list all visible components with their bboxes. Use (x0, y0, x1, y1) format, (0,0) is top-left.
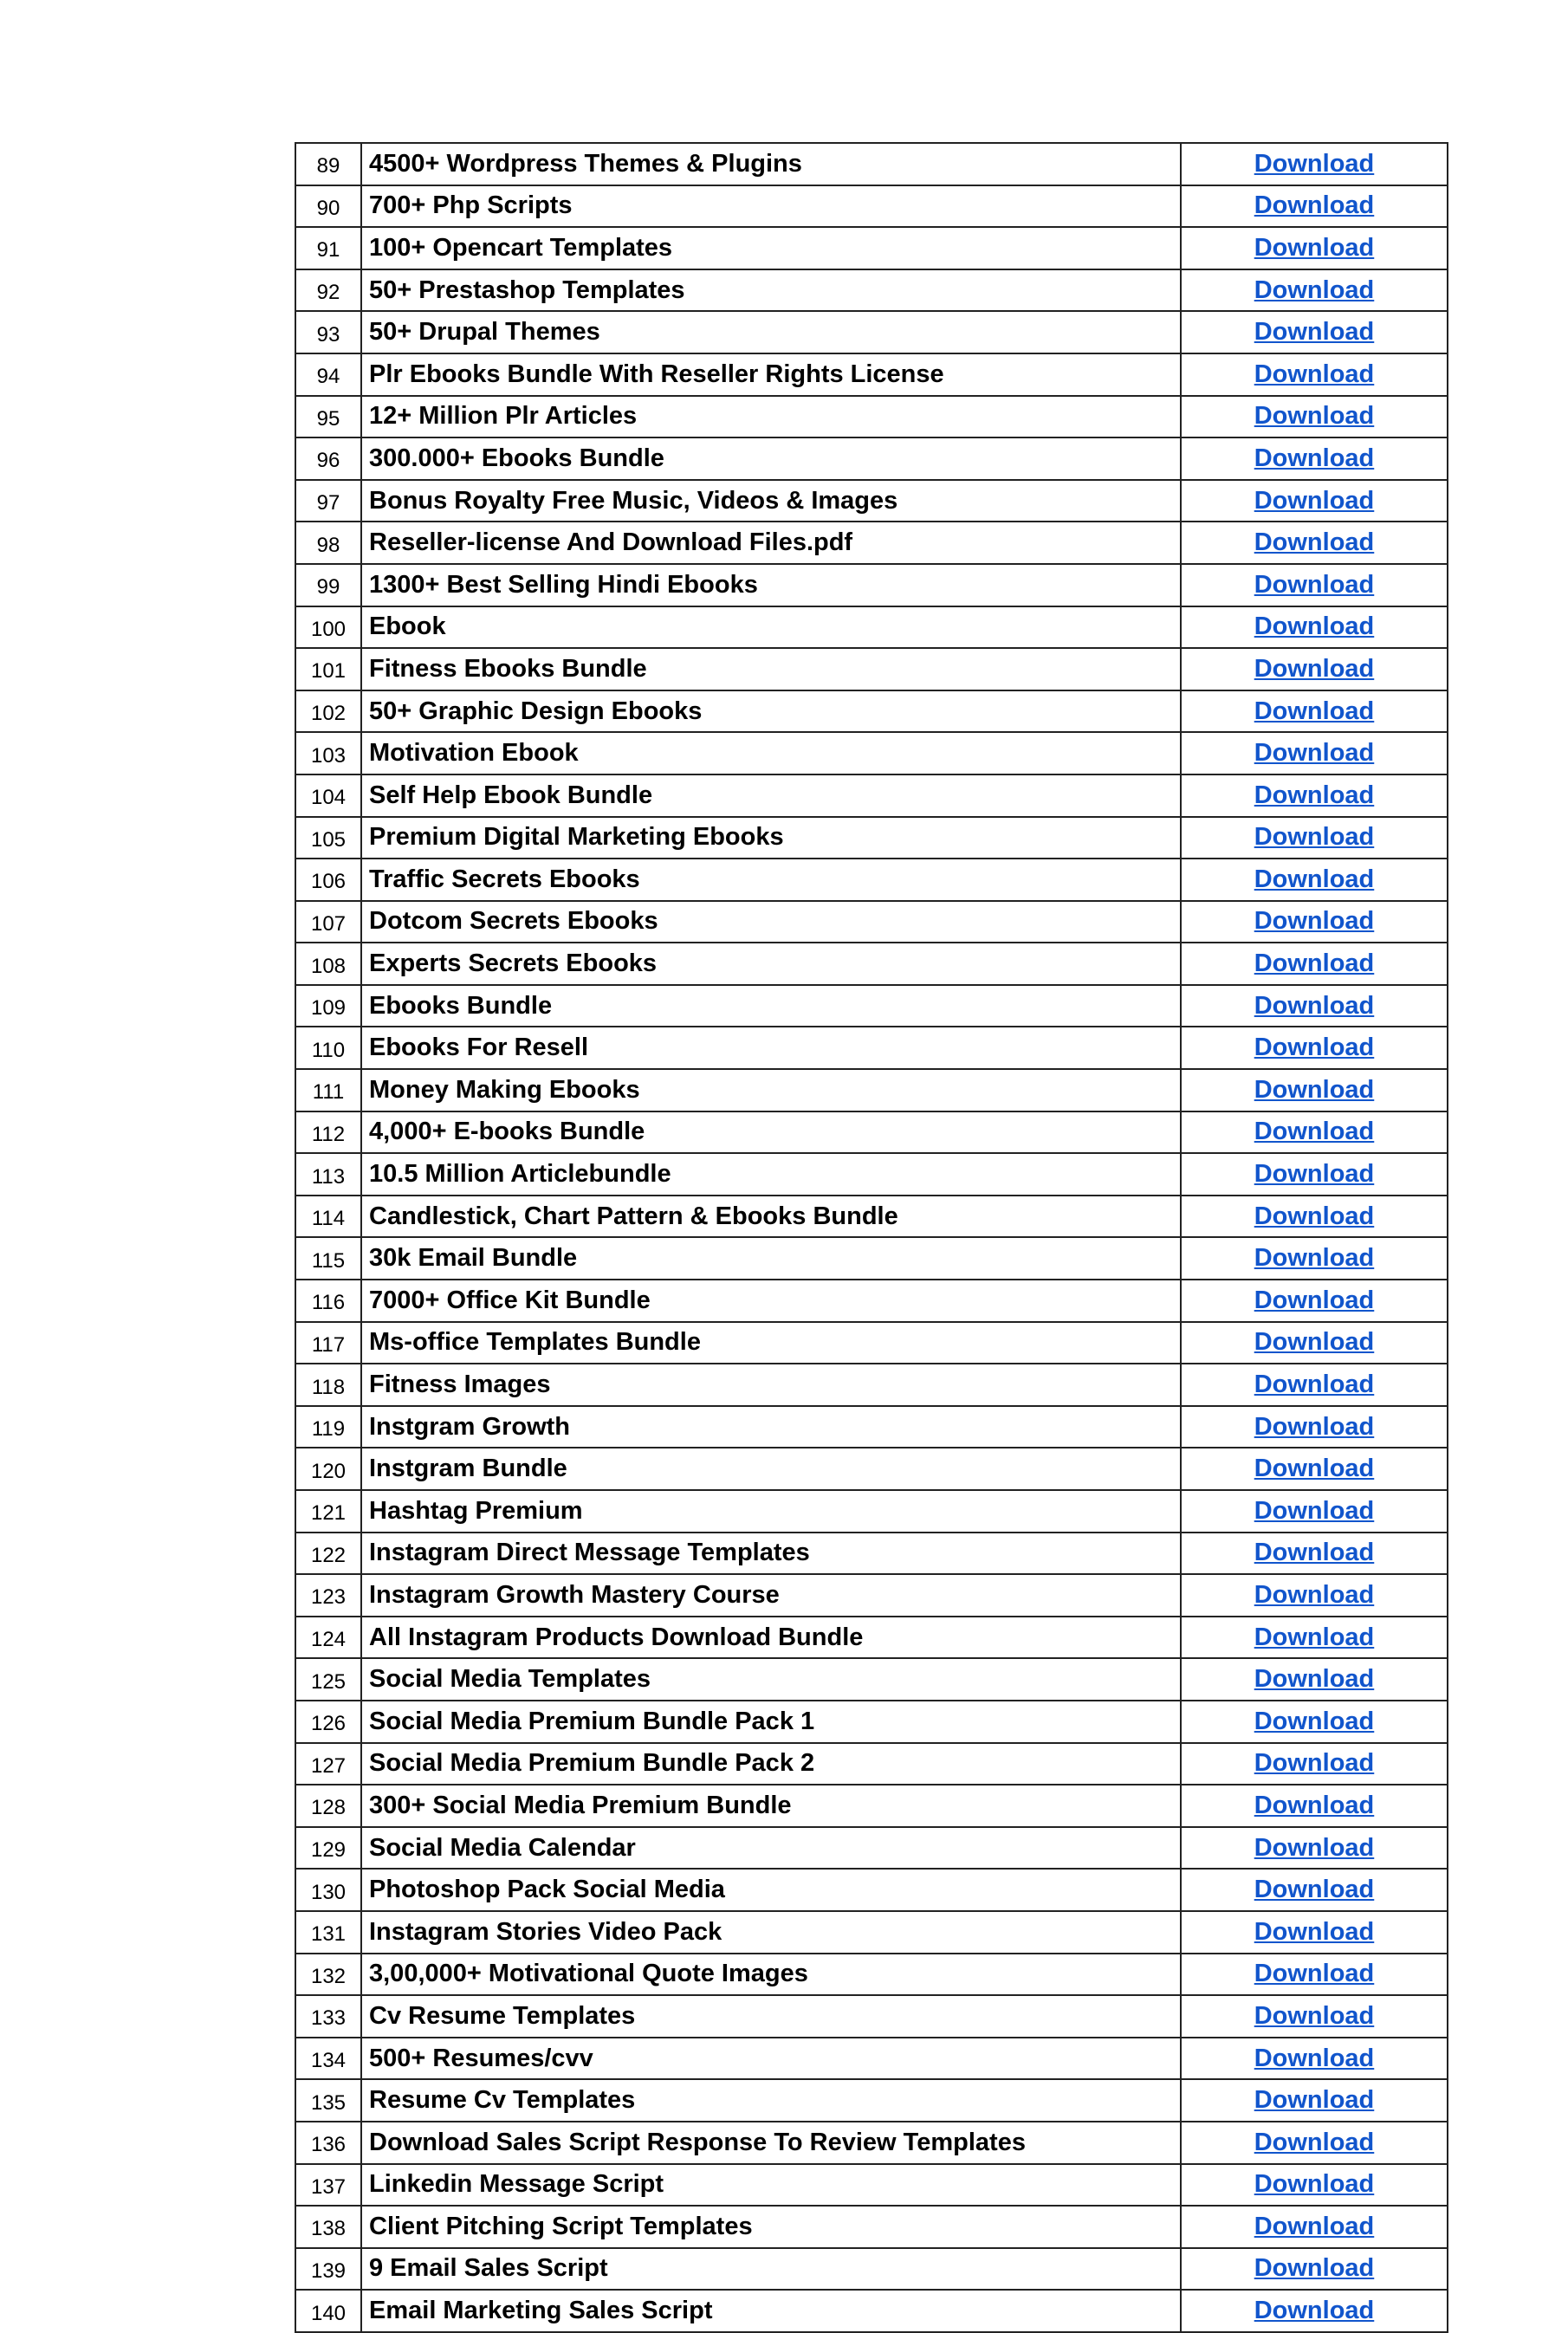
download-link[interactable]: Download (1254, 1876, 1375, 1904)
row-number: 112 (295, 1111, 361, 1154)
item-title: 300.000+ Ebooks Bundle (361, 437, 1181, 480)
row-number: 93 (295, 311, 361, 353)
table-row (295, 1448, 1448, 1490)
download-cell (1181, 437, 1448, 480)
item-title: Instgram Growth (361, 1406, 1181, 1448)
download-link[interactable]: Download (1254, 654, 1375, 683)
table-row (295, 311, 1448, 353)
download-cell (1181, 1153, 1448, 1196)
item-title: Instgram Bundle (361, 1448, 1181, 1490)
item-title: Money Making Ebooks (361, 1069, 1181, 1111)
download-link[interactable]: Download (1254, 1160, 1375, 1189)
table-row (295, 1954, 1448, 1996)
table-row (295, 1995, 1448, 2038)
row-number: 105 (295, 817, 361, 859)
item-title: Email Marketing Sales Script (361, 2290, 1181, 2332)
download-link[interactable]: Download (1254, 1034, 1375, 1062)
download-link[interactable]: Download (1254, 1496, 1375, 1525)
row-number: 102 (295, 690, 361, 733)
row-number: 104 (295, 774, 361, 817)
table-row (295, 1490, 1448, 1533)
download-link[interactable]: Download (1254, 1286, 1375, 1314)
download-link[interactable]: Download (1254, 739, 1375, 768)
table-row (295, 1533, 1448, 1575)
table-row (295, 2122, 1448, 2164)
row-number: 108 (295, 943, 361, 985)
download-cell (1181, 690, 1448, 733)
item-title: Reseller-license And Download Files.pdf (361, 522, 1181, 564)
download-link[interactable]: Download (1254, 2254, 1375, 2283)
table-row (295, 2206, 1448, 2248)
download-link[interactable]: Download (1254, 949, 1375, 978)
item-title: Social Media Templates (361, 1658, 1181, 1701)
download-cell (1181, 2038, 1448, 2080)
table-row (295, 732, 1448, 774)
row-number: 138 (295, 2206, 361, 2248)
download-link[interactable]: Download (1254, 2044, 1375, 2072)
download-link[interactable]: Download (1254, 2297, 1375, 2325)
table-row (295, 985, 1448, 1027)
table-row (295, 396, 1448, 438)
row-number: 103 (295, 732, 361, 774)
item-title: 10.5 Million Articlebundle (361, 1153, 1181, 1196)
row-number: 111 (295, 1069, 361, 1111)
download-link[interactable]: Download (1254, 1665, 1375, 1694)
row-number: 119 (295, 1406, 361, 1448)
download-link[interactable]: Download (1254, 360, 1375, 388)
table-row (295, 227, 1448, 269)
table-row (295, 2079, 1448, 2122)
download-cell (1181, 606, 1448, 649)
item-title: Bonus Royalty Free Music, Videos & Images (361, 480, 1181, 522)
download-cell (1181, 1911, 1448, 1954)
download-cell (1181, 1196, 1448, 1238)
table-row (295, 2164, 1448, 2207)
download-link[interactable]: Download (1254, 233, 1375, 262)
download-cell (1181, 2290, 1448, 2332)
download-cell (1181, 1574, 1448, 1617)
download-cell (1181, 2122, 1448, 2164)
table-row (295, 1574, 1448, 1617)
download-cell (1181, 227, 1448, 269)
download-link[interactable]: Download (1254, 1833, 1375, 1862)
download-cell (1181, 1027, 1448, 1069)
item-title: Traffic Secrets Ebooks (361, 859, 1181, 901)
download-cell (1181, 1617, 1448, 1659)
row-number: 89 (295, 143, 361, 185)
row-number: 109 (295, 985, 361, 1027)
download-link[interactable]: Download (1254, 2212, 1375, 2240)
table-row (295, 353, 1448, 396)
row-number: 92 (295, 269, 361, 312)
row-number: 122 (295, 1533, 361, 1575)
row-number: 136 (295, 2122, 361, 2164)
item-title: Client Pitching Script Templates (361, 2206, 1181, 2248)
table-row (295, 2248, 1448, 2291)
table-row (295, 522, 1448, 564)
item-title: Cv Resume Templates (361, 1995, 1181, 2038)
table-row (295, 1658, 1448, 1701)
item-title: 12+ Million Plr Articles (361, 396, 1181, 438)
download-cell (1181, 269, 1448, 312)
row-number: 125 (295, 1658, 361, 1701)
table-row (295, 1322, 1448, 1364)
download-cell (1181, 1406, 1448, 1448)
row-number: 130 (295, 1869, 361, 1911)
item-title: 30k Email Bundle (361, 1237, 1181, 1280)
item-title: Dotcom Secrets Ebooks (361, 901, 1181, 943)
table-row (295, 1027, 1448, 1069)
row-number: 140 (295, 2290, 361, 2332)
table-row (295, 901, 1448, 943)
download-link[interactable]: Download (1254, 697, 1375, 725)
item-title: Candlestick, Chart Pattern & Ebooks Bundle (361, 1196, 1181, 1238)
table-row (295, 1827, 1448, 1870)
download-cell (1181, 564, 1448, 606)
download-cell (1181, 859, 1448, 901)
download-cell (1181, 985, 1448, 1027)
row-number: 98 (295, 522, 361, 564)
download-link[interactable]: Download (1254, 1202, 1375, 1230)
table-row (295, 1911, 1448, 1954)
item-title: 4500+ Wordpress Themes & Plugins (361, 143, 1181, 185)
download-link[interactable]: Download (1254, 1371, 1375, 1399)
row-number: 123 (295, 1574, 361, 1617)
item-title: 50+ Graphic Design Ebooks (361, 690, 1181, 733)
download-cell (1181, 1280, 1448, 1322)
item-title: 4,000+ E-books Bundle (361, 1111, 1181, 1154)
item-title: Social Media Calendar (361, 1827, 1181, 1870)
item-title: Ms-office Templates Bundle (361, 1322, 1181, 1364)
download-cell (1181, 2206, 1448, 2248)
download-link[interactable]: Download (1254, 2086, 1375, 2115)
download-link[interactable]: Download (1254, 907, 1375, 936)
download-cell (1181, 943, 1448, 985)
row-number: 116 (295, 1280, 361, 1322)
item-title: Instagram Stories Video Pack (361, 1911, 1181, 1954)
download-link[interactable]: Download (1254, 2128, 1375, 2156)
row-number: 131 (295, 1911, 361, 1954)
download-link[interactable]: Download (1254, 1791, 1375, 1819)
table-row (295, 564, 1448, 606)
item-title: Resume Cv Templates (361, 2079, 1181, 2122)
row-number: 133 (295, 1995, 361, 2038)
row-number: 106 (295, 859, 361, 901)
table-row (295, 690, 1448, 733)
download-cell (1181, 2164, 1448, 2207)
row-number: 135 (295, 2079, 361, 2122)
table-row (295, 1069, 1448, 1111)
download-link[interactable]: Download (1254, 444, 1375, 472)
row-number: 120 (295, 1448, 361, 1490)
row-number: 110 (295, 1027, 361, 1069)
row-number: 114 (295, 1196, 361, 1238)
item-title: Hashtag Premium (361, 1490, 1181, 1533)
download-cell (1181, 1237, 1448, 1280)
download-link[interactable]: Download (1254, 1244, 1375, 1273)
download-link[interactable]: Download (1254, 1328, 1375, 1357)
download-cell (1181, 1995, 1448, 2038)
table-row (295, 1617, 1448, 1659)
download-cell (1181, 1490, 1448, 1533)
table-row (295, 1406, 1448, 1448)
download-link[interactable]: Download (1254, 1580, 1375, 1609)
row-number: 115 (295, 1237, 361, 1280)
item-title: Linkedin Message Script (361, 2164, 1181, 2207)
download-link[interactable]: Download (1254, 570, 1375, 599)
row-number: 124 (295, 1617, 361, 1659)
item-title: 300+ Social Media Premium Bundle (361, 1785, 1181, 1827)
item-title: Instagram Direct Message Templates (361, 1533, 1181, 1575)
row-number: 126 (295, 1701, 361, 1743)
row-number: 97 (295, 480, 361, 522)
item-title: Plr Ebooks Bundle With Reseller Rights License (361, 353, 1181, 396)
row-number: 129 (295, 1827, 361, 1870)
download-cell (1181, 1743, 1448, 1785)
row-number: 113 (295, 1153, 361, 1196)
download-cell (1181, 817, 1448, 859)
download-link[interactable]: Download (1254, 1412, 1375, 1441)
row-number: 99 (295, 564, 361, 606)
download-link[interactable]: Download (1254, 275, 1375, 304)
row-number: 96 (295, 437, 361, 480)
download-cell (1181, 396, 1448, 438)
item-title: 50+ Drupal Themes (361, 311, 1181, 353)
download-link[interactable]: Download (1254, 1749, 1375, 1778)
download-link[interactable]: Download (1254, 1455, 1375, 1483)
row-number: 100 (295, 606, 361, 649)
table-row (295, 2290, 1448, 2332)
download-link[interactable]: Download (1254, 1623, 1375, 1651)
download-cell (1181, 1658, 1448, 1701)
download-cell (1181, 353, 1448, 396)
table-row (295, 437, 1448, 480)
row-number: 127 (295, 1743, 361, 1785)
download-link[interactable]: Download (1254, 1075, 1375, 1104)
row-number: 101 (295, 648, 361, 690)
download-cell (1181, 1785, 1448, 1827)
download-cell (1181, 1533, 1448, 1575)
download-cell (1181, 1069, 1448, 1111)
download-link[interactable]: Download (1254, 191, 1375, 220)
item-title: 7000+ Office Kit Bundle (361, 1280, 1181, 1322)
download-cell (1181, 648, 1448, 690)
download-cell (1181, 1111, 1448, 1154)
table-row (295, 480, 1448, 522)
table-row (295, 1153, 1448, 1196)
download-cell (1181, 1827, 1448, 1870)
download-cell (1181, 1448, 1448, 1490)
row-number: 94 (295, 353, 361, 396)
table-row (295, 774, 1448, 817)
table-row (295, 143, 1448, 185)
download-link[interactable]: Download (1254, 1707, 1375, 1735)
item-title: Motivation Ebook (361, 732, 1181, 774)
row-number: 118 (295, 1364, 361, 1406)
download-link[interactable]: Download (1254, 1960, 1375, 1988)
item-title: Ebooks For Resell (361, 1027, 1181, 1069)
download-cell (1181, 2248, 1448, 2291)
table-row (295, 269, 1448, 312)
item-title: Fitness Images (361, 1364, 1181, 1406)
download-cell (1181, 1954, 1448, 1996)
item-title: 700+ Php Scripts (361, 185, 1181, 228)
download-cell (1181, 732, 1448, 774)
item-title: Download Sales Script Response To Review Templates (361, 2122, 1181, 2164)
download-link[interactable]: Download (1254, 612, 1375, 641)
download-link[interactable]: Download (1254, 1917, 1375, 1946)
table-row (295, 2038, 1448, 2080)
item-title: 9 Email Sales Script (361, 2248, 1181, 2291)
download-link[interactable]: Download (1254, 149, 1375, 178)
item-title: Ebook (361, 606, 1181, 649)
download-cell (1181, 185, 1448, 228)
download-list-table (295, 142, 1448, 2333)
table-row (295, 1280, 1448, 1322)
item-title: Social Media Premium Bundle Pack 2 (361, 1743, 1181, 1785)
download-cell (1181, 774, 1448, 817)
item-title: Premium Digital Marketing Ebooks (361, 817, 1181, 859)
download-link[interactable]: Download (1254, 1539, 1375, 1567)
download-cell (1181, 480, 1448, 522)
download-list-body (295, 143, 1448, 2332)
item-title: Instagram Growth Mastery Course (361, 1574, 1181, 1617)
row-number: 134 (295, 2038, 361, 2080)
item-title: Ebooks Bundle (361, 985, 1181, 1027)
item-title: 1300+ Best Selling Hindi Ebooks (361, 564, 1181, 606)
row-number: 91 (295, 227, 361, 269)
table-row (295, 817, 1448, 859)
table-row (295, 1111, 1448, 1154)
table-row (295, 648, 1448, 690)
table-row (295, 185, 1448, 228)
download-link[interactable]: Download (1254, 2170, 1375, 2199)
table-row (295, 1785, 1448, 1827)
download-cell (1181, 522, 1448, 564)
download-link[interactable]: Download (1254, 402, 1375, 431)
row-number: 90 (295, 185, 361, 228)
row-number: 139 (295, 2248, 361, 2291)
row-number: 117 (295, 1322, 361, 1364)
item-title: Photoshop Pack Social Media (361, 1869, 1181, 1911)
table-row (295, 1237, 1448, 1280)
download-link[interactable]: Download (1254, 865, 1375, 893)
row-number: 95 (295, 396, 361, 438)
download-cell (1181, 1364, 1448, 1406)
download-cell (1181, 1701, 1448, 1743)
table-row (295, 1869, 1448, 1911)
download-link[interactable]: Download (1254, 318, 1375, 347)
table-row (295, 1701, 1448, 1743)
download-link[interactable]: Download (1254, 823, 1375, 852)
item-title: 100+ Opencart Templates (361, 227, 1181, 269)
row-number: 107 (295, 901, 361, 943)
download-cell (1181, 1869, 1448, 1911)
download-link[interactable]: Download (1254, 1118, 1375, 1146)
row-number: 121 (295, 1490, 361, 1533)
table-row (295, 859, 1448, 901)
item-title: 50+ Prestashop Templates (361, 269, 1181, 312)
download-cell (1181, 901, 1448, 943)
download-link[interactable]: Download (1254, 486, 1375, 515)
download-link[interactable]: Download (1254, 991, 1375, 1020)
download-cell (1181, 311, 1448, 353)
table-row (295, 1196, 1448, 1238)
download-cell (1181, 143, 1448, 185)
item-title: 3,00,000+ Motivational Quote Images (361, 1954, 1181, 1996)
item-title: All Instagram Products Download Bundle (361, 1617, 1181, 1659)
download-cell (1181, 2079, 1448, 2122)
item-title: Experts Secrets Ebooks (361, 943, 1181, 985)
download-link[interactable]: Download (1254, 528, 1375, 557)
download-link[interactable]: Download (1254, 781, 1375, 809)
item-title: Self Help Ebook Bundle (361, 774, 1181, 817)
item-title: Fitness Ebooks Bundle (361, 648, 1181, 690)
row-number: 128 (295, 1785, 361, 1827)
item-title: 500+ Resumes/cvv (361, 2038, 1181, 2080)
download-link[interactable]: Download (1254, 2001, 1375, 2030)
row-number: 132 (295, 1954, 361, 1996)
table-row (295, 943, 1448, 985)
table-row (295, 606, 1448, 649)
download-cell (1181, 1322, 1448, 1364)
item-title: Social Media Premium Bundle Pack 1 (361, 1701, 1181, 1743)
table-row (295, 1364, 1448, 1406)
row-number: 137 (295, 2164, 361, 2207)
table-row (295, 1743, 1448, 1785)
